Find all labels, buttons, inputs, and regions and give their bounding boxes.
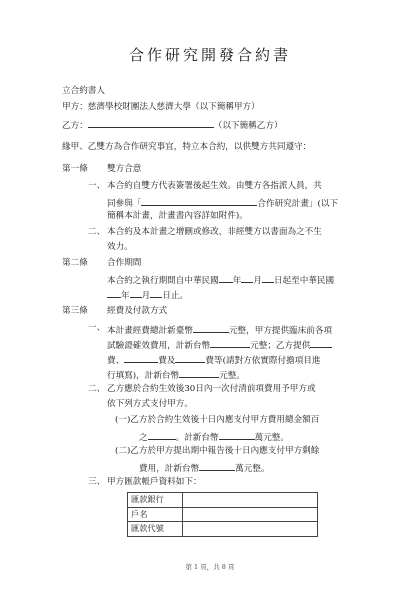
art3-item1-text-e: 行填寫)，計新台幣 [107,371,180,381]
art3-sub2-line2 [139,462,270,474]
end-month-blank[interactable] [130,289,142,298]
art3-item1-number: 一、 [88,323,106,333]
art3-item1-fee-1: 費、 [107,356,125,366]
end-day-blank[interactable] [150,289,162,298]
art1-item1-line1: 本合約自雙方代表簽署後起生效。由雙方各指派人員，共 [107,181,322,191]
art1-item1-line3: 簡稱本計畫，計畫書內容詳如附件)。 [107,211,248,221]
art2-month-2: 月 [141,291,151,301]
party-a-line [62,103,260,112]
start-month-blank[interactable] [241,274,253,283]
art2-line2 [107,289,188,301]
account-name-label: 戶名 [128,507,183,522]
document-title: 合作研究開發合約書 [128,46,291,64]
art1-item2-number: 二、 [88,227,106,237]
art3-item1-line3 [107,354,320,366]
art2-year-1: 年 [232,276,242,286]
art3-item1-fee-3: 費等(請對方依實際付擔項目進 [205,356,321,366]
art3-item1-line1 [107,324,332,336]
art3-item1-text-c: 試驗證確效費用，計新台幣 [107,341,211,351]
art1-item1-text-a: 同參與「 [107,199,142,209]
art1-item2-line2: 效力。 [107,242,133,252]
start-year-blank[interactable] [219,274,233,283]
art3-sub2-text-a: 費用，計新台幣 [139,464,200,474]
art2-text-d: 日起至中華民國 [273,276,335,286]
percentage-blank[interactable] [148,431,176,440]
start-day-blank[interactable] [262,274,274,283]
party-a-alias: （以下簡稱甲方） [190,102,260,112]
remaining-payment-blank[interactable] [199,462,235,471]
art1-item1-line2 [107,197,338,209]
party-b-item-blank-2[interactable] [124,354,158,363]
signers-heading: 立合約書人 [62,86,105,96]
art3-item2-line1: 乙方應於合約生效後30日內一次付清前項費用予甲方或 [107,384,316,394]
total-budget-blank[interactable] [193,324,229,333]
art3-sub1-line1: (一)乙方於合約生效後十日內應支付甲方費用總金額百 [115,415,320,425]
art2-title: 合作期間 [107,258,142,268]
account-name-field[interactable] [183,507,318,522]
art2-year-2: 年 [121,291,130,301]
end-year-blank[interactable] [107,289,121,298]
bank-code-label: 匯款代號 [128,522,183,537]
art3-sub1-text-c: 萬元整。 [254,433,289,443]
art2-number: 第二條 [62,258,88,268]
bank-name-field[interactable] [183,493,318,508]
project-name-blank[interactable] [141,197,257,206]
bank-code-field[interactable] [183,522,318,537]
party-b-line [62,119,283,131]
party-b-item-blank-1[interactable] [310,339,332,348]
party-b-amount-blank[interactable] [179,369,219,378]
art3-sub2-line1: (二)乙方於甲方提出期中報告後十日內應支付甲方剩餘 [115,446,320,456]
art3-item3-number: 三、 [88,477,106,487]
art1-item1-text-b: 合作研究計畫」(以下 [257,199,339,209]
preamble: 緣甲、乙雙方為合作研究事宜，特立本合約，以供雙方共同遵守： [62,142,312,152]
bank-account-table [127,492,318,537]
party-b-name-blank[interactable] [88,119,214,128]
party-b-item-blank-3[interactable] [175,354,205,363]
page-number: 第 1 頁，共 8 頁 [185,563,235,571]
art3-item2-line2: 依下列方式支付甲方。 [107,399,193,409]
party-a-label: 甲方： [62,102,88,112]
art3-item1-line4 [107,369,245,381]
art3-item3-text: 甲方匯款帳戶資料如下： [107,477,202,487]
art1-number: 第一條 [62,164,88,174]
bank-name-label: 匯款銀行 [128,493,183,508]
table-row [128,522,318,537]
first-payment-blank[interactable] [219,431,255,440]
art1-item1-number: 一、 [88,181,106,191]
art1-title: 雙方合意 [107,164,142,174]
party-b-alias: （以下簡稱乙方） [213,121,283,131]
art2-month-1: 月 [253,276,262,286]
art3-sub1-line2 [139,431,289,443]
art3-item1-text-a: 本計畫經費總計新臺幣 [107,326,193,336]
art3-sub1-text-a: 之 [139,433,148,443]
art3-number: 第三條 [62,306,88,316]
art3-title: 經費及付款方式 [107,306,168,316]
art2-text-a: 本合約之執行期間自中華民國 [107,276,219,286]
art3-sub2-text-b: 萬元整。 [235,464,270,474]
art3-item1-line2 [107,339,332,351]
party-b-label: 乙方： [62,121,88,131]
table-row [128,493,318,508]
art2-line1 [107,274,334,286]
party-a-amount-blank[interactable] [210,339,250,348]
art3-item1-text-f: 元整。 [219,371,245,381]
art3-item2-number: 二、 [88,384,106,394]
art3-sub1-text-b: 。計新台幣 [175,433,219,443]
art3-item1-fee-2: 費及 [158,356,176,366]
table-row [128,507,318,522]
art3-item1-text-d: 元整；乙方提供 [250,341,311,351]
party-a-name: 慈濟學校財團法人慈濟大學 [87,102,191,112]
art2-text-end: 日止。 [162,291,189,301]
art1-item2-line1: 本合約及本計畫之增刪或修改，非經雙方以書面為之不生 [107,227,322,237]
art3-item1-text-b: 元整，甲方提供臨床前各項 [228,326,333,336]
